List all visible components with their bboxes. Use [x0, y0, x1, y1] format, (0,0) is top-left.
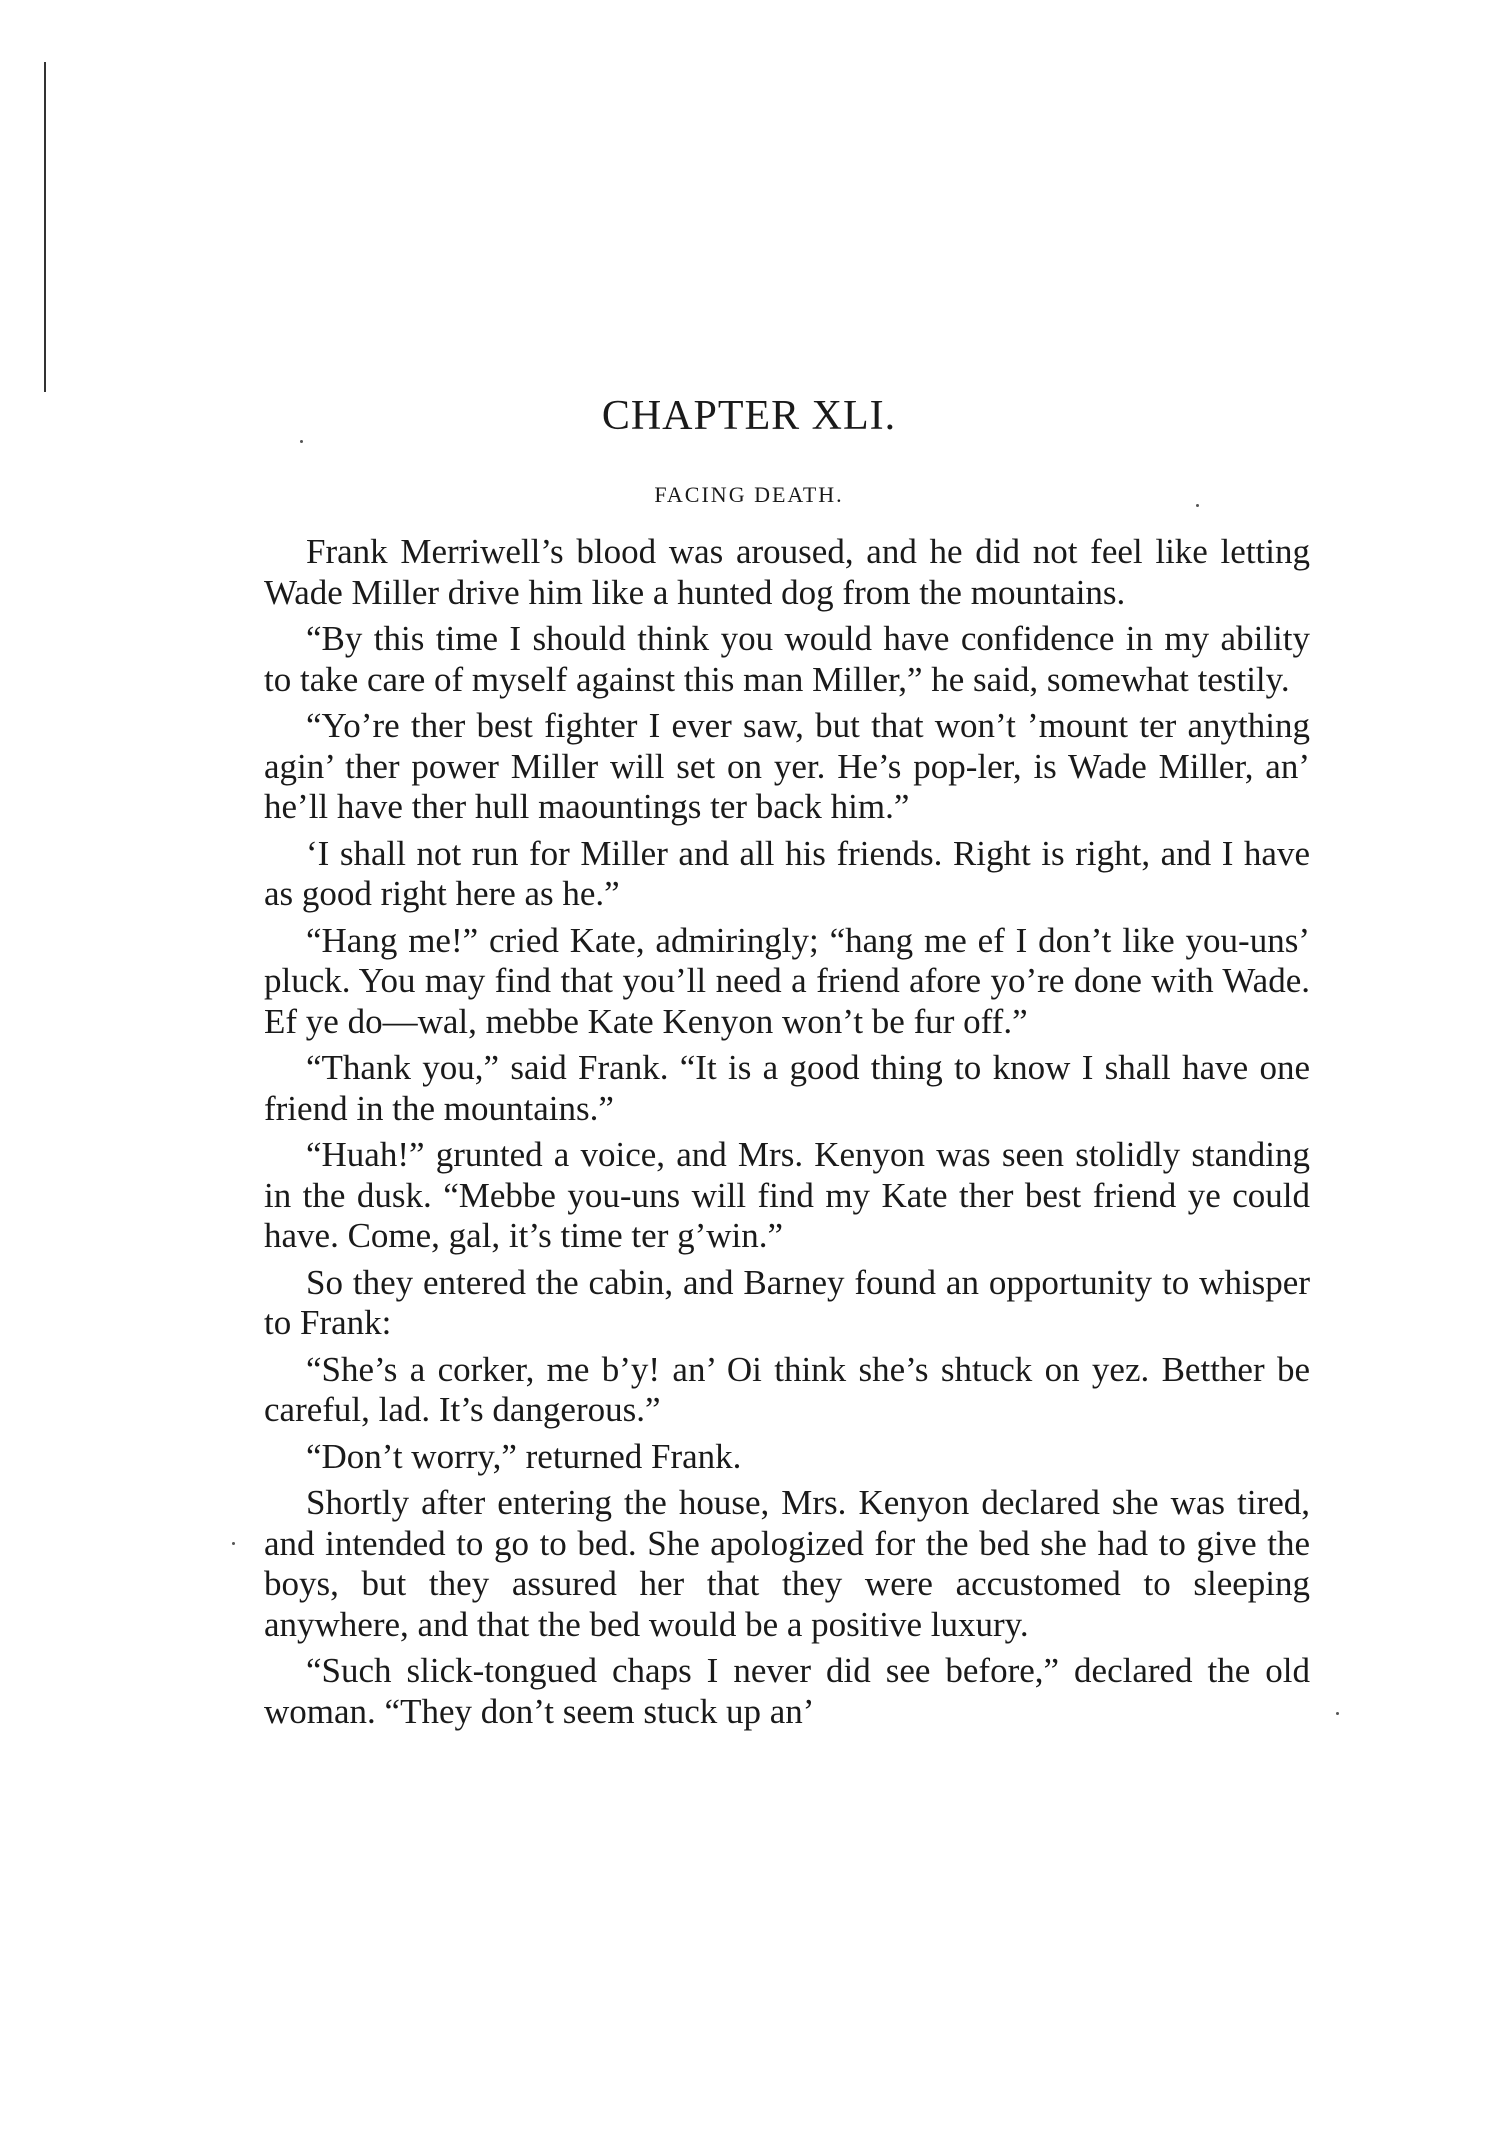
paragraph: “She’s a corker, me b’y! an’ Oi think she’s shtuck on yez. Betther be careful, lad. It’s dangerous.” [264, 1349, 1310, 1429]
paragraph: Shortly after entering the house, Mrs. Kenyon declared she was tired, and intended to go to bed. She apologized for the bed she had to give the boys, but they assured her that they were accustomed to sleeping anywhere, and that the bed would be a positive luxury. [264, 1483, 1310, 1644]
chapter-title: CHAPTER XLI. [601, 393, 897, 439]
paragraph: “By this time I should think you would have confidence in my ability to take care of myself against this man Miller,” he said, somewhat testily. [264, 619, 1310, 699]
paragraph: “Don’t worry,” returned Frank. [306, 1436, 742, 1476]
paragraph: “Thank you,” said Frank. “It is a good thing to know I shall have one friend in the mountains.” [264, 1048, 1310, 1128]
page-speck [300, 440, 303, 443]
paragraph: So they entered the cabin, and Barney found an opportunity to whisper to Frank: [264, 1262, 1310, 1342]
paragraph: Frank Merriwell’s blood was aroused, and he did not feel like letting Wade Miller drive him like a hunted dog from the mountains. [264, 532, 1310, 612]
margin-rule [44, 62, 46, 392]
page-speck [1336, 1712, 1339, 1715]
chapter-subtitle: FACING DEATH. [654, 482, 844, 507]
paragraph: “Yo’re ther best fighter I ever saw, but that won’t ’mount ter anything agin’ ther power Miller will set on yer. He’s pop-ler, is Wade Miller, an’ he’ll have ther hull maountings ter back him.” [264, 706, 1310, 826]
paragraph: “Hang me!” cried Kate, admiringly; “hang me ef I don’t like you-uns’ pluck. You may find that you’ll need a friend afore yo’re done with Wade. Ef ye do—wal, mebbe Kate Kenyon won’t be fur off.” [264, 920, 1310, 1041]
page-speck [232, 1542, 235, 1545]
paragraph: “Such slick-tongued chaps I never did see before,” declared the old woman. “They don’t seem stuck up an’ [264, 1651, 1310, 1731]
paragraph: ‘I shall not run for Miller and all his friends. Right is right, and I have as good right here as he.” [264, 833, 1310, 913]
paragraph: “Huah!” grunted a voice, and Mrs. Kenyon was seen stolidly standing in the dusk. “Mebbe you-uns will find my Kate ther best friend ye could have. Come, gal, it’s time ter g’win.” [264, 1135, 1310, 1255]
body-text [264, 532, 1310, 1738]
